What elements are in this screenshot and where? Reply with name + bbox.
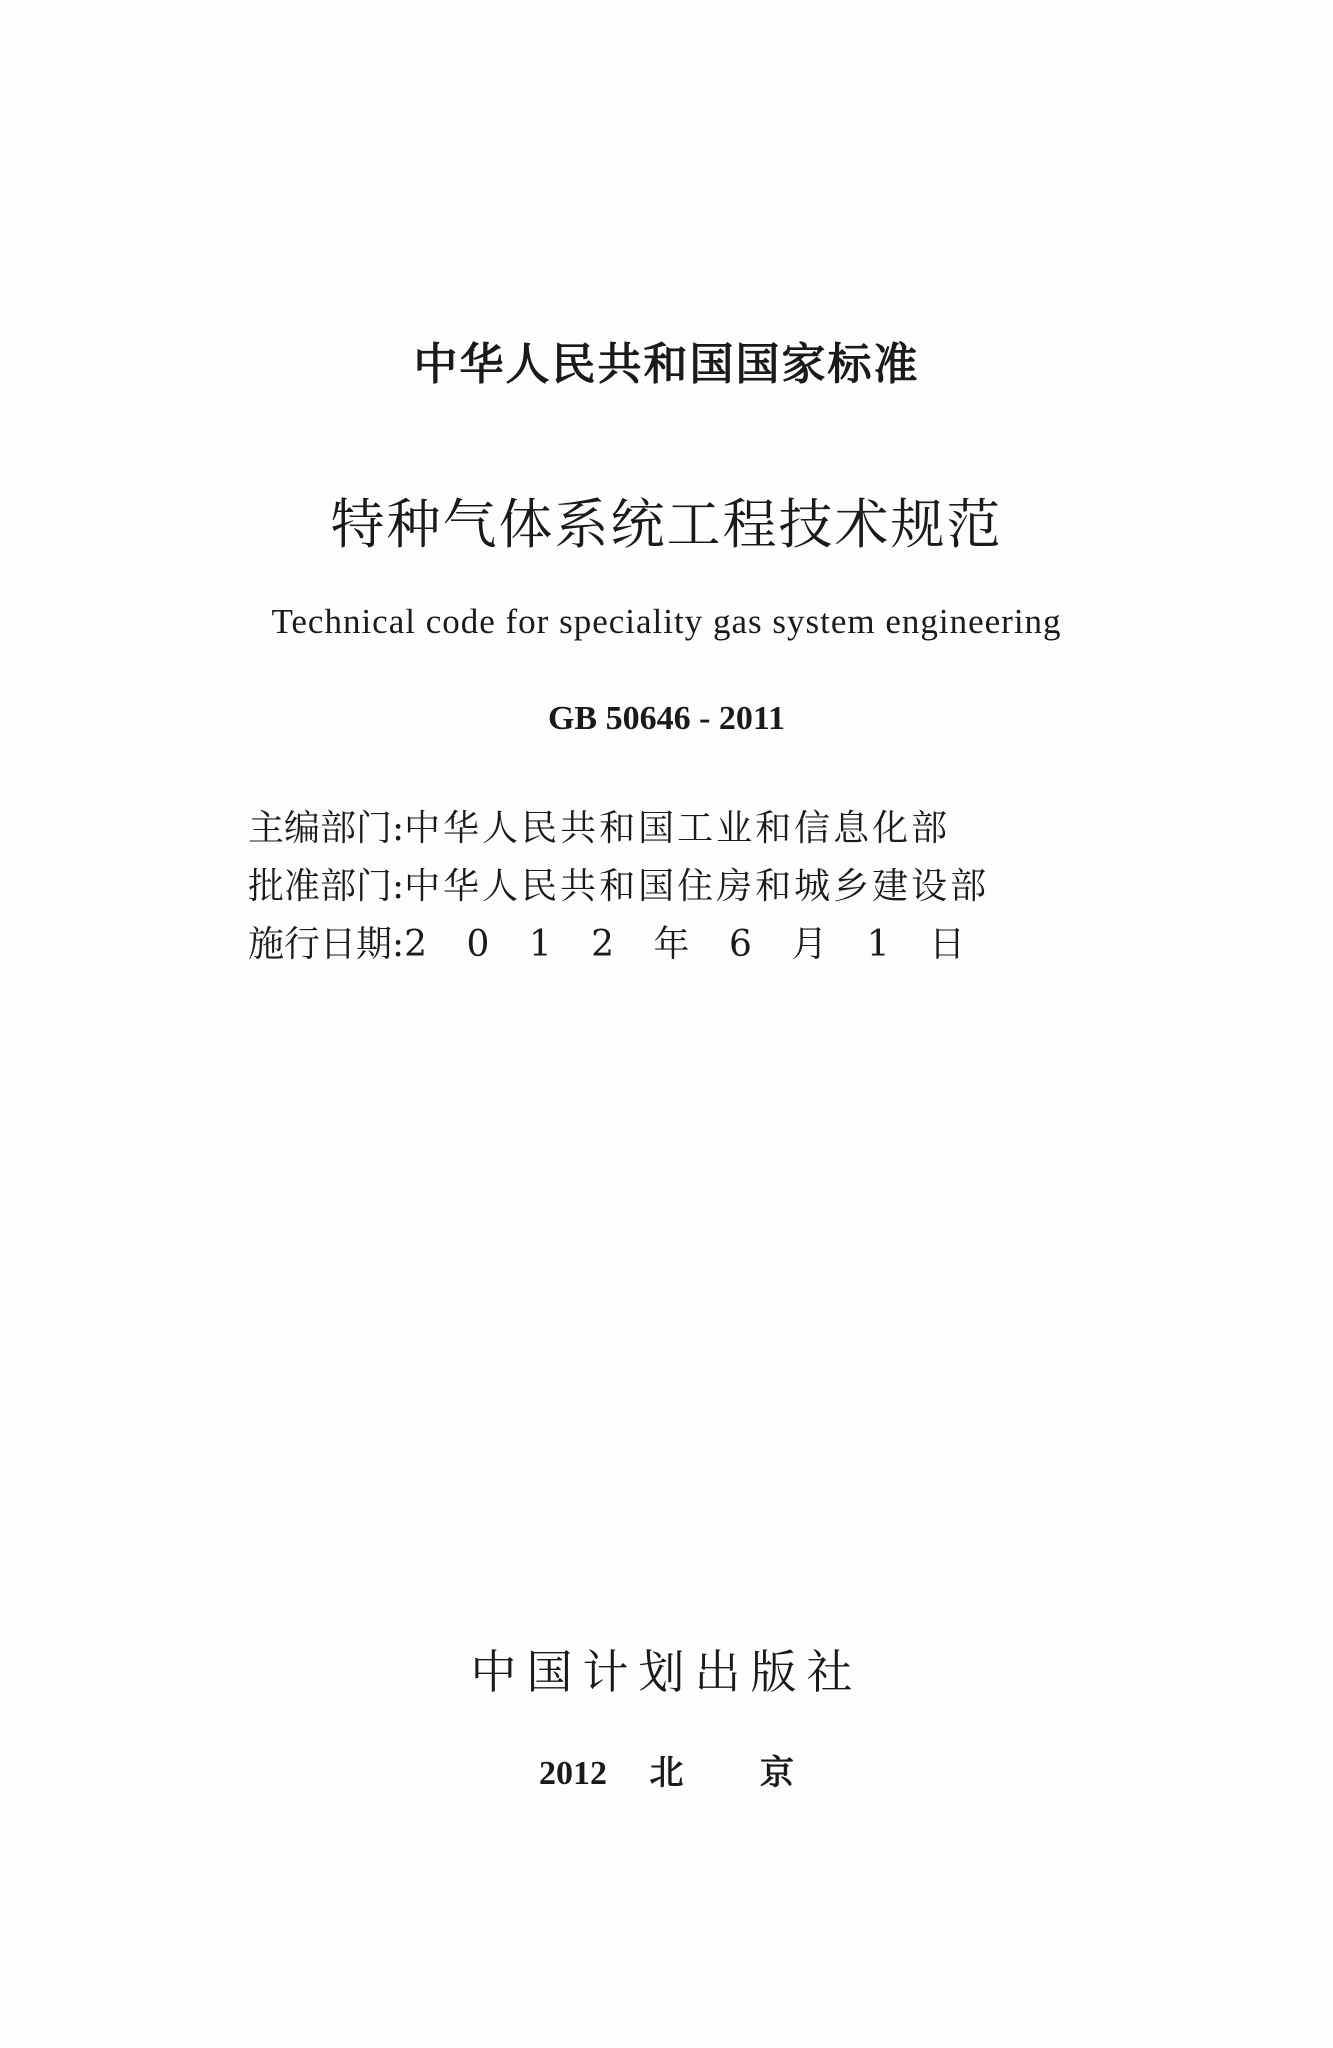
- approval-department: [248, 858, 989, 909]
- document-title-chinese: 特种气体系统工程技术规范: [330, 493, 1003, 556]
- publication-year: 2012: [539, 1755, 607, 1792]
- detail-label: 施行日期:: [248, 924, 405, 965]
- publisher: 中国计划出版社: [470, 1645, 863, 1699]
- publication-city-char-2: 京: [760, 1755, 794, 1792]
- standard-category-header: 中华人民共和国国家标准: [413, 339, 920, 390]
- detail-label: 批准部门:: [248, 866, 405, 907]
- standard-number: GB 50646 - 2011: [547, 700, 786, 737]
- detail-value: 中华人民共和国工业和信息化部: [404, 808, 951, 849]
- chief-editor-department: [248, 800, 950, 851]
- publication-info: [0, 1745, 1333, 1794]
- detail-value: 2 0 1 2 年 6 月 1 日: [404, 924, 969, 965]
- publication-city-char-1: 北: [649, 1755, 684, 1792]
- effective-date: [248, 916, 968, 967]
- detail-label: 主编部门:: [248, 808, 405, 849]
- detail-value: 中华人民共和国住房和城乡建设部: [404, 866, 990, 907]
- document-title-english: Technical code for speciality gas system engineering: [271, 602, 1062, 641]
